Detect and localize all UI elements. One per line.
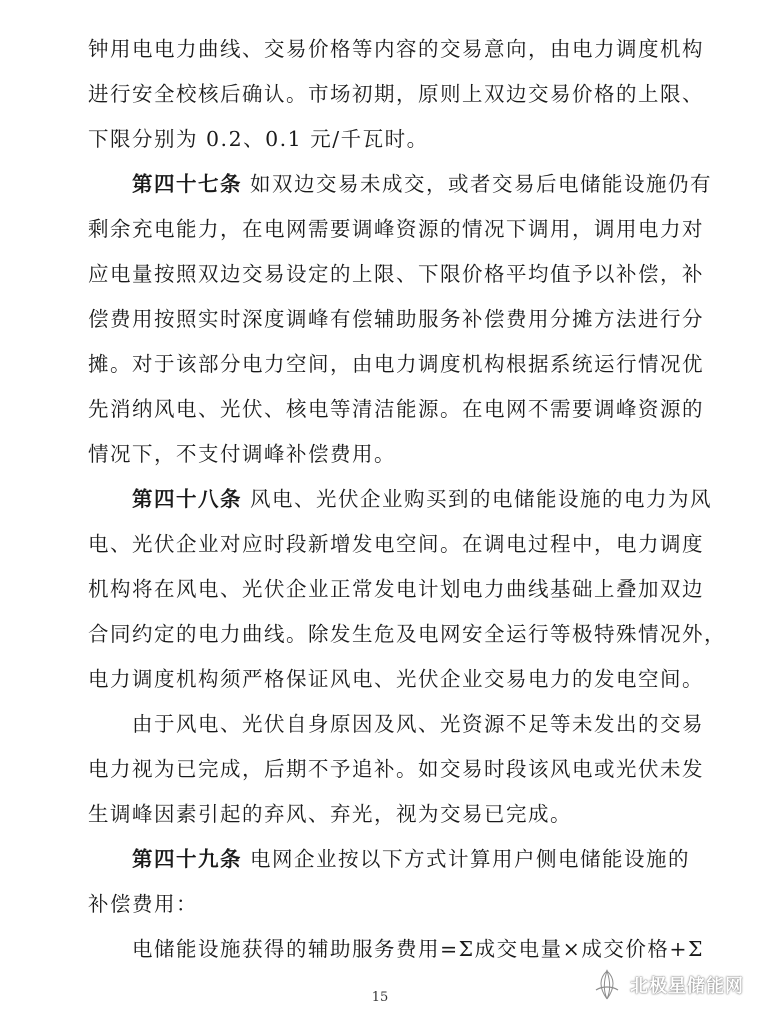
text-line-content: 电力视为已完成，后期不予追补。如交易时段该风电或光伏未发: [88, 757, 704, 781]
text-line-content: 电力调度机构须严格保证风电、光伏企业交易电力的发电空间。: [88, 667, 704, 691]
article-heading: 第四十九条: [132, 847, 242, 871]
text-line: [88, 162, 713, 207]
page-number: 15: [371, 990, 389, 1005]
text-line: [88, 747, 704, 792]
text-line-content: 机构将在风电、光伏企业正常发电计划电力曲线基础上叠加双边: [88, 577, 704, 601]
text-line-content: 应电量按照双边交易设定的上限、下限价格平均值予以补偿，补: [88, 262, 704, 286]
text-line: [88, 882, 684, 927]
text-line: [88, 342, 704, 387]
article-heading: 第四十七条: [132, 172, 242, 196]
text-line-content: 先消纳风电、光伏、核电等清洁能源。在电网不需要调峰资源的: [88, 397, 704, 421]
text-line: [88, 612, 726, 657]
text-line: [88, 837, 691, 882]
text-line: [88, 432, 684, 477]
text-line: [88, 477, 713, 522]
text-line-content: 偿费用按照实时深度调峰有偿辅助服务补偿费用分摊方法进行分: [88, 307, 704, 331]
text-line-content: 电、光伏企业对应时段新增发电空间。在调电过程中，电力调度: [88, 532, 704, 556]
watermark-text: 北极星储能网: [630, 976, 744, 997]
text-line-content: 钟用电电力曲线、交易价格等内容的交易意向，由电力调度机构: [88, 37, 704, 61]
text-line-content: 摊。对于该部分电力空间，由电力调度机构根据系统运行情况优: [88, 352, 704, 376]
text-line: [88, 117, 684, 162]
text-line: [88, 297, 704, 342]
polaris-logo-icon: [590, 968, 624, 1002]
text-line: [88, 522, 704, 567]
text-line-content: 合同约定的电力曲线。除发生危及电网安全运行等极特殊情况外，: [88, 622, 726, 646]
text-line-content: 进行安全校核后确认。市场初期，原则上双边交易价格的上限、: [88, 82, 704, 106]
text-line-content: 情况下，不支付调峰补偿费用。: [88, 442, 396, 466]
text-line: [88, 27, 704, 72]
text-line-content: 由于风电、光伏自身原因及风、光资源不足等未发出的交易: [132, 712, 704, 736]
text-line: [88, 792, 684, 837]
text-line-content: 剩余充电能力，在电网需要调峰资源的情况下调用，调用电力对: [88, 217, 704, 241]
watermark: [590, 968, 744, 1002]
text-line: [88, 207, 704, 252]
text-line: [88, 252, 704, 297]
document-body: [88, 27, 726, 972]
article-heading: 第四十八条: [132, 487, 242, 511]
text-line-content: 如双边交易未成交，或者交易后电储能设施仍有: [242, 172, 713, 196]
text-line: [88, 657, 704, 702]
text-line-content: 风电、光伏企业购买到的电储能设施的电力为风: [242, 487, 713, 511]
text-line: [88, 387, 704, 432]
text-line-content: 生调峰因素引起的弃风、弃光，视为交易已完成。: [88, 802, 572, 826]
text-line-content: 补偿费用：: [88, 892, 198, 916]
text-line-content: 电网企业按以下方式计算用户侧电储能设施的: [242, 847, 691, 871]
text-line: [88, 72, 704, 117]
text-line: [88, 567, 704, 612]
text-line: [88, 702, 704, 747]
text-line-content: 电储能设施获得的辅助服务费用=Σ成交电量×成交价格+Σ: [132, 937, 705, 961]
text-line: [88, 927, 705, 972]
text-line-content: 下限分别为 0.2、0.1 元/千瓦时。: [88, 127, 429, 151]
